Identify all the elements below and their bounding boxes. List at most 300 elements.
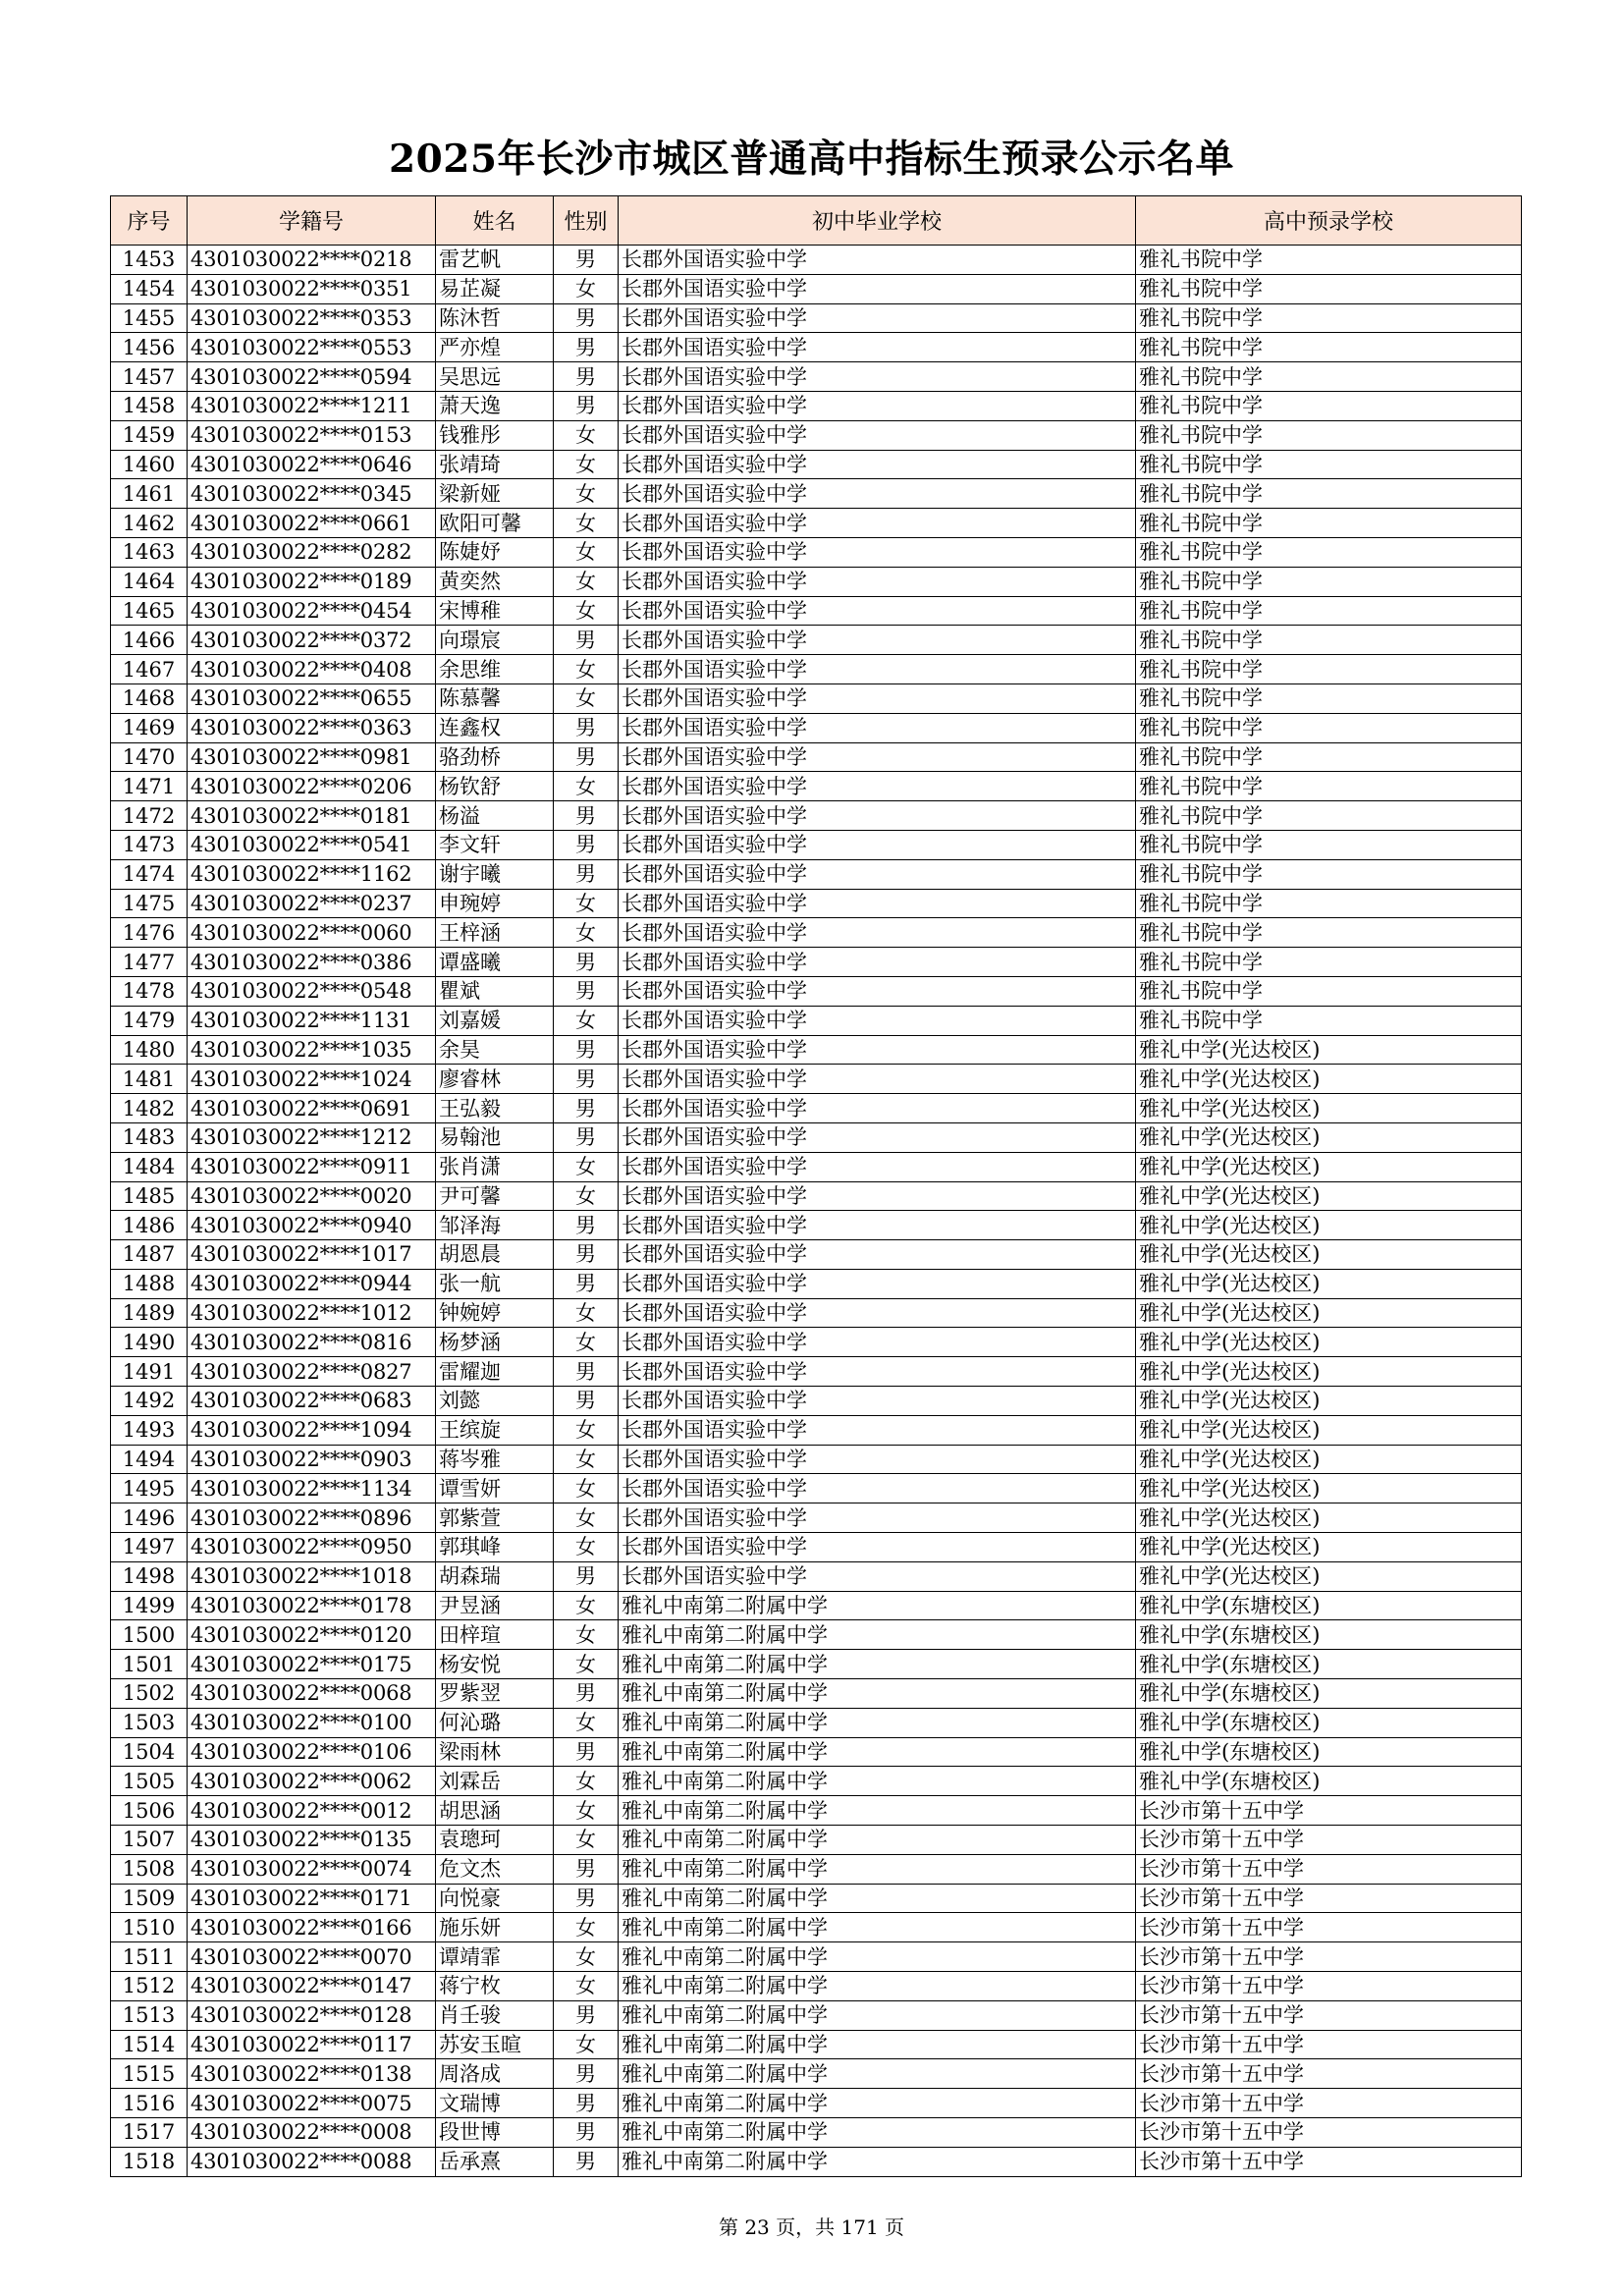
cell-name: 何沁璐 (436, 1708, 554, 1737)
cell-student-id: 4301030022****0981 (188, 742, 436, 772)
cell-middle-school: 长郡外国语实验中学 (619, 333, 1136, 362)
cell-sex: 男 (554, 333, 619, 362)
cell-sex: 女 (554, 537, 619, 567)
cell-high-school: 长沙市第十五中学 (1136, 1854, 1522, 1884)
table-row (111, 1357, 1522, 1387)
cell-sex: 男 (554, 626, 619, 655)
cell-middle-school: 长郡外国语实验中学 (619, 713, 1136, 742)
cell-name: 段世博 (436, 2118, 554, 2148)
cell-sex: 女 (554, 1972, 619, 2001)
cell-sex: 男 (554, 1884, 619, 1913)
table-row (111, 537, 1522, 567)
cell-high-school: 雅礼中学(光达校区) (1136, 1415, 1522, 1445)
cell-middle-school: 长郡外国语实验中学 (619, 567, 1136, 596)
cell-seq: 1515 (111, 2059, 188, 2089)
cell-seq: 1508 (111, 1854, 188, 1884)
cell-seq: 1501 (111, 1650, 188, 1679)
cell-name: 骆劲桥 (436, 742, 554, 772)
table-row (111, 801, 1522, 831)
cell-high-school: 长沙市第十五中学 (1136, 1826, 1522, 1855)
cell-seq: 1464 (111, 567, 188, 596)
cell-seq: 1467 (111, 655, 188, 684)
cell-name: 陈婕妤 (436, 537, 554, 567)
cell-seq: 1514 (111, 2030, 188, 2059)
cell-sex: 男 (554, 2000, 619, 2030)
table-row (111, 1884, 1522, 1913)
cell-student-id: 4301030022****0944 (188, 1269, 436, 1298)
cell-sex: 男 (554, 742, 619, 772)
table-row (111, 1972, 1522, 2001)
cell-name: 梁雨林 (436, 1737, 554, 1767)
cell-student-id: 4301030022****0020 (188, 1181, 436, 1211)
table-row (111, 772, 1522, 801)
cell-high-school: 长沙市第十五中学 (1136, 1972, 1522, 2001)
cell-student-id: 4301030022****1012 (188, 1298, 436, 1328)
cell-student-id: 4301030022****0661 (188, 509, 436, 538)
cell-high-school: 长沙市第十五中学 (1136, 2000, 1522, 2030)
cell-middle-school: 雅礼中南第二附属中学 (619, 2118, 1136, 2148)
cell-high-school: 雅礼书院中学 (1136, 362, 1522, 392)
cell-name: 文瑞博 (436, 2089, 554, 2118)
cell-name: 雷艺帆 (436, 246, 554, 275)
header-high-school: 高中预录学校 (1136, 196, 1522, 246)
cell-middle-school: 雅礼中南第二附属中学 (619, 1884, 1136, 1913)
cell-high-school: 雅礼书院中学 (1136, 742, 1522, 772)
cell-student-id: 4301030022****0548 (188, 976, 436, 1006)
table-row (111, 1211, 1522, 1240)
cell-sex: 女 (554, 567, 619, 596)
cell-middle-school: 雅礼中南第二附属中学 (619, 1854, 1136, 1884)
cell-seq: 1511 (111, 1942, 188, 1972)
cell-name: 陈沐哲 (436, 303, 554, 333)
cell-seq: 1465 (111, 596, 188, 626)
header-name: 姓名 (436, 196, 554, 246)
table-row (111, 391, 1522, 420)
cell-high-school: 雅礼书院中学 (1136, 391, 1522, 420)
cell-seq: 1484 (111, 1152, 188, 1181)
cell-high-school: 雅礼书院中学 (1136, 713, 1522, 742)
cell-middle-school: 长郡外国语实验中学 (619, 362, 1136, 392)
cell-name: 张靖琦 (436, 450, 554, 479)
cell-name: 蒋岑雅 (436, 1445, 554, 1474)
cell-high-school: 雅礼中学(东塘校区) (1136, 1708, 1522, 1737)
cell-seq: 1463 (111, 537, 188, 567)
cell-sex: 女 (554, 1708, 619, 1737)
table-row (111, 1533, 1522, 1562)
cell-student-id: 4301030022****0408 (188, 655, 436, 684)
cell-seq: 1481 (111, 1065, 188, 1094)
table-row (111, 2147, 1522, 2176)
cell-name: 谢宇曦 (436, 859, 554, 889)
cell-sex: 女 (554, 1826, 619, 1855)
page-title: 2025年长沙市城区普通高中指标生预录公示名单 (388, 137, 1235, 182)
table-row (111, 1094, 1522, 1123)
cell-student-id: 4301030022****0372 (188, 626, 436, 655)
header-middle-school: 初中毕业学校 (619, 196, 1136, 246)
cell-name: 郭紫萱 (436, 1503, 554, 1533)
cell-student-id: 4301030022****0088 (188, 2147, 436, 2176)
cell-name: 尹可馨 (436, 1181, 554, 1211)
cell-student-id: 4301030022****1211 (188, 391, 436, 420)
table-row (111, 626, 1522, 655)
cell-high-school: 雅礼中学(光达校区) (1136, 1533, 1522, 1562)
cell-high-school: 雅礼书院中学 (1136, 246, 1522, 275)
cell-name: 吴思远 (436, 362, 554, 392)
cell-student-id: 4301030022****0100 (188, 1708, 436, 1737)
cell-high-school: 雅礼书院中学 (1136, 333, 1522, 362)
table-row (111, 1767, 1522, 1796)
cell-student-id: 4301030022****0218 (188, 246, 436, 275)
cell-name: 杨梦涵 (436, 1328, 554, 1357)
table-row (111, 567, 1522, 596)
cell-sex: 女 (554, 1620, 619, 1650)
cell-seq: 1498 (111, 1561, 188, 1591)
cell-name: 刘霖岳 (436, 1767, 554, 1796)
table-row (111, 1328, 1522, 1357)
header-student-id: 学籍号 (188, 196, 436, 246)
cell-seq: 1517 (111, 2118, 188, 2148)
cell-high-school: 长沙市第十五中学 (1136, 1796, 1522, 1826)
cell-seq: 1516 (111, 2089, 188, 2118)
cell-sex: 男 (554, 859, 619, 889)
cell-middle-school: 雅礼中南第二附属中学 (619, 1972, 1136, 2001)
cell-high-school: 雅礼书院中学 (1136, 655, 1522, 684)
cell-seq: 1485 (111, 1181, 188, 1211)
cell-middle-school: 雅礼中南第二附属中学 (619, 1913, 1136, 1942)
cell-name: 钱雅彤 (436, 420, 554, 450)
cell-name: 施乐妍 (436, 1913, 554, 1942)
cell-high-school: 雅礼中学(光达校区) (1136, 1122, 1522, 1152)
cell-seq: 1459 (111, 420, 188, 450)
table-row (111, 1503, 1522, 1533)
table-row (111, 1826, 1522, 1855)
table-row (111, 1065, 1522, 1094)
cell-seq: 1496 (111, 1503, 188, 1533)
cell-sex: 男 (554, 303, 619, 333)
cell-seq: 1475 (111, 889, 188, 918)
table-row (111, 859, 1522, 889)
cell-high-school: 雅礼中学(光达校区) (1136, 1181, 1522, 1211)
cell-sex: 女 (554, 772, 619, 801)
cell-seq: 1492 (111, 1387, 188, 1416)
cell-high-school: 长沙市第十五中学 (1136, 1942, 1522, 1972)
cell-seq: 1489 (111, 1298, 188, 1328)
cell-name: 易芷凝 (436, 274, 554, 303)
cell-seq: 1493 (111, 1415, 188, 1445)
table-row (111, 1942, 1522, 1972)
cell-seq: 1457 (111, 362, 188, 392)
table-row (111, 1854, 1522, 1884)
cell-name: 尹昱涵 (436, 1591, 554, 1620)
cell-student-id: 4301030022****0553 (188, 333, 436, 362)
roster-table (110, 195, 1522, 2177)
cell-student-id: 4301030022****0166 (188, 1913, 436, 1942)
cell-high-school: 雅礼中学(光达校区) (1136, 1503, 1522, 1533)
cell-high-school: 雅礼中学(光达校区) (1136, 1387, 1522, 1416)
cell-sex: 男 (554, 976, 619, 1006)
cell-high-school: 雅礼中学(光达校区) (1136, 1445, 1522, 1474)
table-row (111, 1152, 1522, 1181)
table-row (111, 1679, 1522, 1709)
cell-name: 张一航 (436, 1269, 554, 1298)
cell-high-school: 雅礼中学(光达校区) (1136, 1065, 1522, 1094)
cell-sex: 女 (554, 683, 619, 713)
table-row (111, 450, 1522, 479)
cell-high-school: 雅礼书院中学 (1136, 596, 1522, 626)
cell-sex: 女 (554, 1591, 619, 1620)
cell-seq: 1509 (111, 1884, 188, 1913)
cell-middle-school: 长郡外国语实验中学 (619, 1181, 1136, 1211)
cell-high-school: 雅礼中学(光达校区) (1136, 1211, 1522, 1240)
cell-seq: 1504 (111, 1737, 188, 1767)
cell-seq: 1469 (111, 713, 188, 742)
cell-name: 向璟宸 (436, 626, 554, 655)
table-row (111, 1474, 1522, 1503)
cell-name: 苏安玉暄 (436, 2030, 554, 2059)
cell-seq: 1497 (111, 1533, 188, 1562)
cell-high-school: 长沙市第十五中学 (1136, 1913, 1522, 1942)
cell-sex: 男 (554, 1211, 619, 1240)
cell-sex: 女 (554, 1913, 619, 1942)
table-row (111, 303, 1522, 333)
cell-student-id: 4301030022****0012 (188, 1796, 436, 1826)
cell-middle-school: 雅礼中南第二附属中学 (619, 2059, 1136, 2089)
cell-student-id: 4301030022****0816 (188, 1328, 436, 1357)
cell-sex: 男 (554, 1387, 619, 1416)
cell-sex: 女 (554, 420, 619, 450)
cell-high-school: 雅礼中学(东塘校区) (1136, 1591, 1522, 1620)
cell-high-school: 雅礼书院中学 (1136, 450, 1522, 479)
cell-sex: 男 (554, 1357, 619, 1387)
cell-high-school: 雅礼书院中学 (1136, 772, 1522, 801)
cell-student-id: 4301030022****0060 (188, 918, 436, 948)
cell-middle-school: 长郡外国语实验中学 (619, 1035, 1136, 1065)
cell-high-school: 雅礼书院中学 (1136, 567, 1522, 596)
cell-middle-school: 长郡外国语实验中学 (619, 1328, 1136, 1357)
cell-middle-school: 雅礼中南第二附属中学 (619, 1737, 1136, 1767)
cell-seq: 1505 (111, 1767, 188, 1796)
cell-middle-school: 长郡外国语实验中学 (619, 1065, 1136, 1094)
cell-sex: 男 (554, 2118, 619, 2148)
cell-high-school: 雅礼书院中学 (1136, 479, 1522, 509)
header-sex: 性别 (554, 196, 619, 246)
cell-middle-school: 长郡外国语实验中学 (619, 391, 1136, 420)
cell-seq: 1454 (111, 274, 188, 303)
table-row (111, 948, 1522, 977)
cell-middle-school: 长郡外国语实验中学 (619, 683, 1136, 713)
cell-seq: 1474 (111, 859, 188, 889)
cell-high-school: 雅礼书院中学 (1136, 683, 1522, 713)
cell-sex: 男 (554, 362, 619, 392)
cell-sex: 男 (554, 801, 619, 831)
cell-high-school: 长沙市第十五中学 (1136, 2118, 1522, 2148)
cell-middle-school: 长郡外国语实验中学 (619, 1533, 1136, 1562)
table-row (111, 889, 1522, 918)
cell-student-id: 4301030022****0827 (188, 1357, 436, 1387)
cell-seq: 1499 (111, 1591, 188, 1620)
table-row (111, 1387, 1522, 1416)
cell-name: 胡思涵 (436, 1796, 554, 1826)
cell-middle-school: 长郡外国语实验中学 (619, 742, 1136, 772)
cell-name: 瞿斌 (436, 976, 554, 1006)
table-row (111, 1737, 1522, 1767)
cell-seq: 1458 (111, 391, 188, 420)
table-row (111, 683, 1522, 713)
cell-seq: 1491 (111, 1357, 188, 1387)
cell-student-id: 4301030022****1018 (188, 1561, 436, 1591)
cell-sex: 男 (554, 713, 619, 742)
cell-sex: 女 (554, 1298, 619, 1328)
cell-high-school: 雅礼中学(光达校区) (1136, 1035, 1522, 1065)
cell-name: 刘懿 (436, 1387, 554, 1416)
cell-name: 萧天逸 (436, 391, 554, 420)
cell-student-id: 4301030022****0691 (188, 1094, 436, 1123)
header-seq: 序号 (111, 196, 188, 246)
cell-sex: 女 (554, 450, 619, 479)
cell-high-school: 长沙市第十五中学 (1136, 2089, 1522, 2118)
table-row (111, 2030, 1522, 2059)
cell-middle-school: 雅礼中南第二附属中学 (619, 1796, 1136, 1826)
cell-middle-school: 长郡外国语实验中学 (619, 596, 1136, 626)
cell-seq: 1476 (111, 918, 188, 948)
cell-high-school: 雅礼书院中学 (1136, 1006, 1522, 1035)
table-row (111, 976, 1522, 1006)
cell-middle-school: 长郡外国语实验中学 (619, 1269, 1136, 1298)
cell-middle-school: 雅礼中南第二附属中学 (619, 2030, 1136, 2059)
cell-name: 宋博稚 (436, 596, 554, 626)
cell-seq: 1500 (111, 1620, 188, 1650)
cell-student-id: 4301030022****0345 (188, 479, 436, 509)
cell-middle-school: 雅礼中南第二附属中学 (619, 1708, 1136, 1737)
cell-name: 向悦豪 (436, 1884, 554, 1913)
table-row (111, 274, 1522, 303)
cell-name: 周洛成 (436, 2059, 554, 2089)
cell-middle-school: 长郡外国语实验中学 (619, 976, 1136, 1006)
cell-sex: 女 (554, 1328, 619, 1357)
cell-name: 余思维 (436, 655, 554, 684)
table-row (111, 742, 1522, 772)
cell-name: 梁新娅 (436, 479, 554, 509)
table-row (111, 713, 1522, 742)
cell-high-school: 雅礼书院中学 (1136, 303, 1522, 333)
cell-sex: 男 (554, 2147, 619, 2176)
table-row (111, 420, 1522, 450)
cell-name: 余昊 (436, 1035, 554, 1065)
cell-middle-school: 长郡外国语实验中学 (619, 1211, 1136, 1240)
cell-high-school: 雅礼中学(东塘校区) (1136, 1767, 1522, 1796)
cell-name: 王弘毅 (436, 1094, 554, 1123)
cell-sex: 男 (554, 948, 619, 977)
cell-sex: 女 (554, 1533, 619, 1562)
cell-middle-school: 长郡外国语实验中学 (619, 859, 1136, 889)
cell-sex: 男 (554, 1240, 619, 1270)
table-row (111, 333, 1522, 362)
cell-high-school: 雅礼书院中学 (1136, 420, 1522, 450)
cell-student-id: 4301030022****0237 (188, 889, 436, 918)
cell-middle-school: 长郡外国语实验中学 (619, 479, 1136, 509)
cell-high-school: 雅礼书院中学 (1136, 509, 1522, 538)
table-row (111, 655, 1522, 684)
table-row (111, 1913, 1522, 1942)
cell-seq: 1460 (111, 450, 188, 479)
table-row (111, 2059, 1522, 2089)
cell-high-school: 长沙市第十五中学 (1136, 2147, 1522, 2176)
cell-middle-school: 雅礼中南第二附属中学 (619, 1650, 1136, 1679)
cell-student-id: 4301030022****1017 (188, 1240, 436, 1270)
cell-middle-school: 长郡外国语实验中学 (619, 274, 1136, 303)
cell-sex: 女 (554, 1767, 619, 1796)
cell-sex: 女 (554, 1503, 619, 1533)
cell-name: 谭靖霏 (436, 1942, 554, 1972)
cell-student-id: 4301030022****0153 (188, 420, 436, 450)
cell-seq: 1490 (111, 1328, 188, 1357)
cell-name: 陈慕馨 (436, 683, 554, 713)
cell-high-school: 雅礼书院中学 (1136, 801, 1522, 831)
table-row (111, 479, 1522, 509)
cell-sex: 男 (554, 2059, 619, 2089)
cell-seq: 1461 (111, 479, 188, 509)
cell-student-id: 4301030022****0068 (188, 1679, 436, 1709)
cell-name: 王梓涵 (436, 918, 554, 948)
table-header-row (111, 196, 1522, 246)
cell-middle-school: 雅礼中南第二附属中学 (619, 1767, 1136, 1796)
cell-sex: 男 (554, 1094, 619, 1123)
cell-seq: 1512 (111, 1972, 188, 2001)
cell-middle-school: 长郡外国语实验中学 (619, 509, 1136, 538)
cell-seq: 1471 (111, 772, 188, 801)
cell-student-id: 4301030022****0117 (188, 2030, 436, 2059)
cell-student-id: 4301030022****0206 (188, 772, 436, 801)
cell-student-id: 4301030022****0175 (188, 1650, 436, 1679)
cell-high-school: 雅礼中学(东塘校区) (1136, 1650, 1522, 1679)
cell-sex: 女 (554, 1415, 619, 1445)
cell-sex: 男 (554, 1854, 619, 1884)
cell-student-id: 4301030022****0282 (188, 537, 436, 567)
cell-sex: 男 (554, 2089, 619, 2118)
cell-seq: 1480 (111, 1035, 188, 1065)
cell-sex: 女 (554, 479, 619, 509)
cell-student-id: 4301030022****0106 (188, 1737, 436, 1767)
cell-middle-school: 长郡外国语实验中学 (619, 1298, 1136, 1328)
cell-middle-school: 雅礼中南第二附属中学 (619, 1679, 1136, 1709)
cell-middle-school: 雅礼中南第二附属中学 (619, 1620, 1136, 1650)
cell-name: 廖睿林 (436, 1065, 554, 1094)
cell-student-id: 4301030022****0147 (188, 1972, 436, 2001)
cell-middle-school: 长郡外国语实验中学 (619, 1387, 1136, 1416)
cell-sex: 男 (554, 1269, 619, 1298)
cell-middle-school: 长郡外国语实验中学 (619, 303, 1136, 333)
cell-high-school: 雅礼中学(东塘校区) (1136, 1679, 1522, 1709)
cell-high-school: 雅礼中学(东塘校区) (1136, 1620, 1522, 1650)
table-row (111, 1620, 1522, 1650)
cell-name: 田梓瑄 (436, 1620, 554, 1650)
cell-student-id: 4301030022****0008 (188, 2118, 436, 2148)
cell-middle-school: 长郡外国语实验中学 (619, 1357, 1136, 1387)
cell-sex: 女 (554, 1796, 619, 1826)
cell-name: 肖壬骏 (436, 2000, 554, 2030)
cell-seq: 1518 (111, 2147, 188, 2176)
cell-student-id: 4301030022****0903 (188, 1445, 436, 1474)
cell-student-id: 4301030022****0178 (188, 1591, 436, 1620)
cell-name: 杨安悦 (436, 1650, 554, 1679)
cell-sex: 男 (554, 1679, 619, 1709)
cell-name: 袁璁珂 (436, 1826, 554, 1855)
table-row (111, 2000, 1522, 2030)
cell-high-school: 雅礼书院中学 (1136, 889, 1522, 918)
cell-name: 蒋宁枚 (436, 1972, 554, 2001)
cell-middle-school: 长郡外国语实验中学 (619, 830, 1136, 859)
cell-name: 郭琪峰 (436, 1533, 554, 1562)
